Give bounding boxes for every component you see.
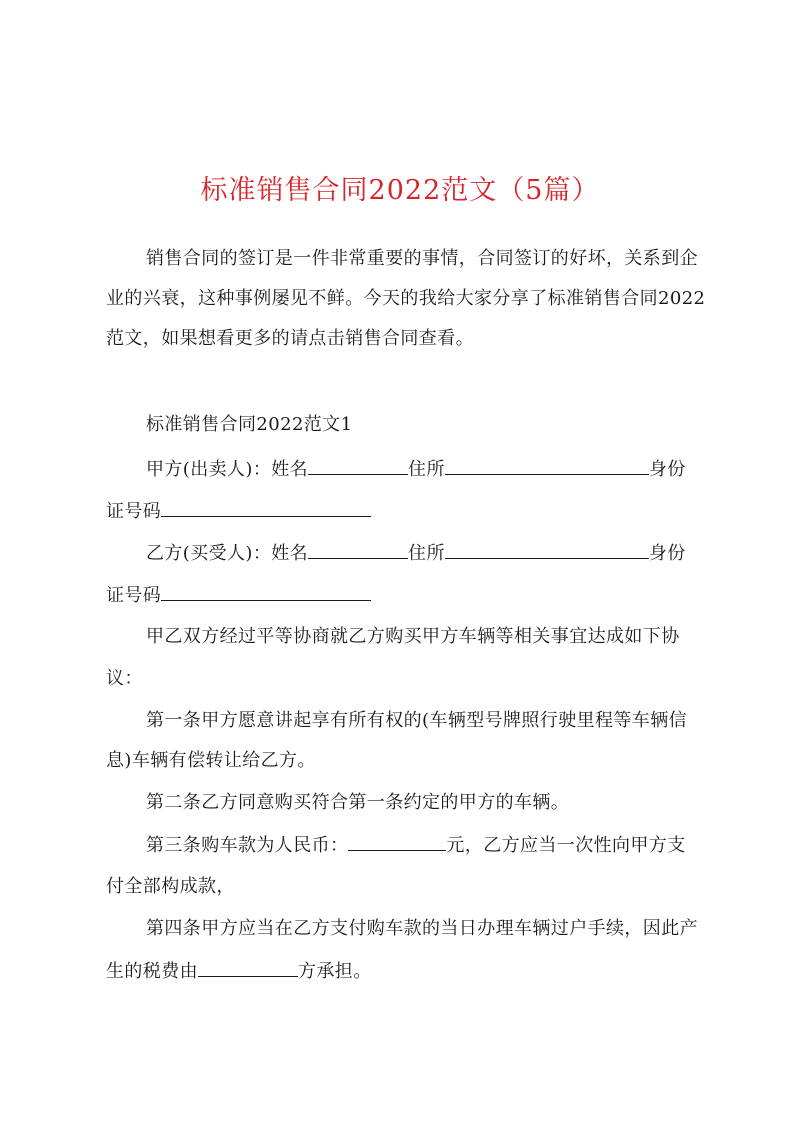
article-4-party-blank — [198, 958, 298, 977]
article-3-prefix: 第三条购车款为人民币： — [146, 835, 349, 856]
party-b-id-blank — [161, 582, 371, 601]
intro-line-3: 范文，如果想看更多的请点击销售合同查看。 — [106, 328, 474, 349]
party-a-id-blank — [161, 498, 371, 517]
article-1-line-2: 息)车辆有偿转让给乙方。 — [106, 750, 316, 771]
article-4-line-1: 第四条甲方应当在乙方支付购车款的当日办理车辆过户手续，因此产 — [146, 918, 698, 939]
party-b-id-label-part1: 身份 — [648, 543, 686, 564]
article-3-amount-blank — [348, 832, 446, 851]
party-b-id-label-part2: 证号码 — [106, 585, 162, 606]
party-a-id-label-part1: 身份 — [648, 459, 686, 480]
party-b-address-blank — [445, 540, 649, 559]
party-a-name-blank — [308, 456, 408, 475]
intro-line-2: 业的兴衰，这种事例屡见不鲜。今天的我给大家分享了标准销售合同2022 — [106, 288, 706, 309]
party-b-id-line — [106, 582, 371, 609]
party-b-line — [146, 540, 686, 567]
article-2: 第二条乙方同意购买符合第一条约定的甲方的车辆。 — [146, 792, 570, 813]
party-a-line — [146, 456, 686, 483]
party-a-name-label: 甲方(出卖人)：姓名 — [146, 459, 309, 480]
party-a-id-line — [106, 498, 371, 525]
article-3-line-2: 付全部构成款， — [106, 876, 235, 897]
party-a-address-label: 住所 — [408, 459, 445, 480]
article-1-line-1: 第一条甲方愿意讲起享有所有权的(车辆型号牌照行驶里程等车辆信 — [146, 710, 688, 731]
intro-line-1: 销售合同的签订是一件非常重要的事情，合同签订的好坏，关系到企 — [146, 248, 698, 269]
party-b-name-label: 乙方(买受人)：姓名 — [146, 543, 309, 564]
agreement-intro-line-2: 议： — [106, 668, 143, 689]
article-4-suffix: 方承担。 — [298, 961, 372, 982]
party-b-name-blank — [308, 540, 408, 559]
article-3-line-1 — [146, 832, 686, 859]
article-4-line-2 — [106, 958, 372, 985]
agreement-intro-line-1: 甲乙双方经过平等协商就乙方购买甲方车辆等相关事宜达成如下协 — [146, 626, 680, 647]
party-a-id-label-part2: 证号码 — [106, 501, 162, 522]
article-4-prefix: 生的税费由 — [106, 961, 198, 982]
party-b-address-label: 住所 — [408, 543, 445, 564]
section-heading: 标准销售合同2022范文1 — [146, 414, 353, 435]
document-title: 标准销售合同2022范文（5篇） — [200, 175, 600, 206]
article-3-suffix: 元，乙方应当一次性向甲方支 — [446, 835, 686, 856]
party-a-address-blank — [445, 456, 649, 475]
